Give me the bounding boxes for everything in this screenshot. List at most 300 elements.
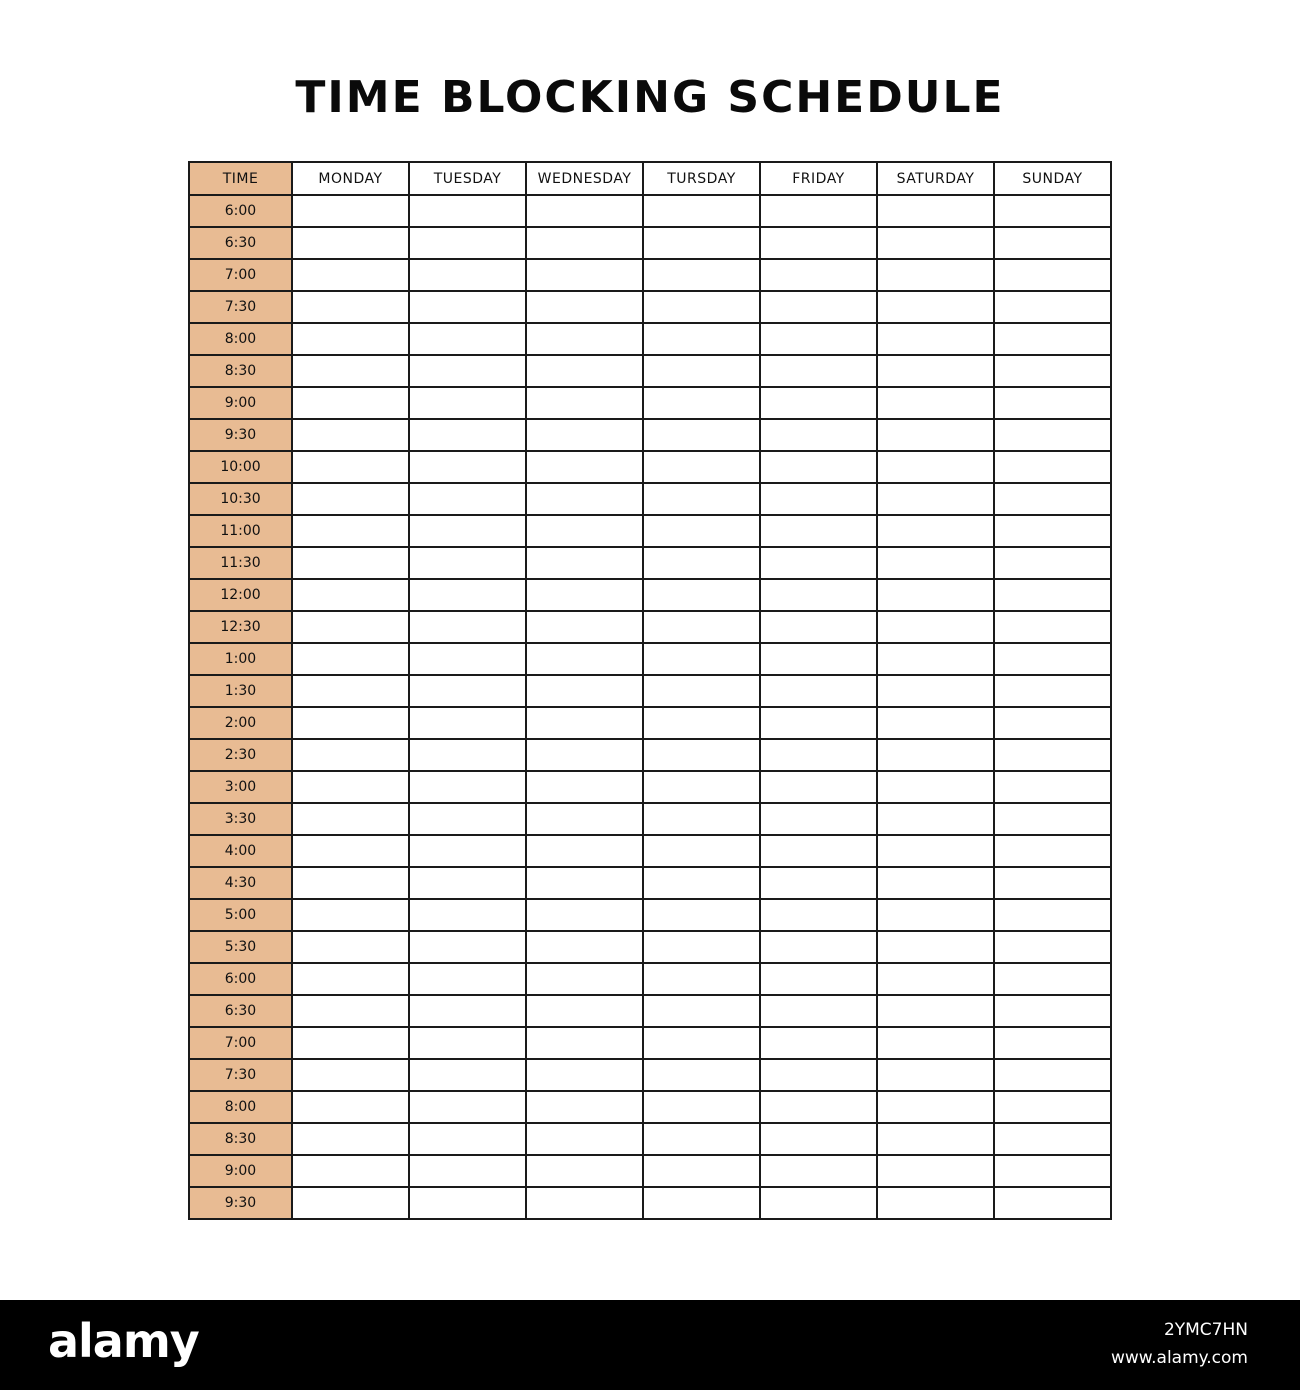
slot-friday[interactable] bbox=[760, 355, 877, 387]
site-url: www.alamy.com bbox=[1110, 1348, 1248, 1368]
slot-friday[interactable] bbox=[760, 451, 877, 483]
time-label: 10:00 bbox=[189, 451, 292, 483]
day-header-wednesday: WEDNESDAY bbox=[526, 162, 643, 195]
slot-monday[interactable] bbox=[292, 771, 409, 803]
slot-wednesday[interactable] bbox=[526, 387, 643, 419]
slot-saturday[interactable] bbox=[877, 291, 994, 323]
slot-friday[interactable] bbox=[760, 1059, 877, 1091]
table-row bbox=[189, 643, 1111, 675]
slot-friday[interactable] bbox=[760, 1187, 877, 1219]
slot-tuesday[interactable] bbox=[409, 995, 526, 1027]
slot-wednesday[interactable] bbox=[526, 611, 643, 643]
schedule-body bbox=[189, 195, 1111, 1219]
slot-tuesday[interactable] bbox=[409, 291, 526, 323]
slot-friday[interactable] bbox=[760, 1091, 877, 1123]
slot-tuesday[interactable] bbox=[409, 355, 526, 387]
slot-wednesday[interactable] bbox=[526, 643, 643, 675]
table-row bbox=[189, 931, 1111, 963]
slot-thursday[interactable] bbox=[643, 1059, 760, 1091]
slot-saturday[interactable] bbox=[877, 707, 994, 739]
time-label: 9:30 bbox=[189, 419, 292, 451]
slot-saturday[interactable] bbox=[877, 675, 994, 707]
slot-tuesday[interactable] bbox=[409, 835, 526, 867]
slot-sunday[interactable] bbox=[994, 579, 1111, 611]
slot-sunday[interactable] bbox=[994, 931, 1111, 963]
slot-monday[interactable] bbox=[292, 227, 409, 259]
slot-monday[interactable] bbox=[292, 899, 409, 931]
slot-monday[interactable] bbox=[292, 995, 409, 1027]
slot-saturday[interactable] bbox=[877, 835, 994, 867]
slot-wednesday[interactable] bbox=[526, 1155, 643, 1187]
slot-thursday[interactable] bbox=[643, 579, 760, 611]
slot-wednesday[interactable] bbox=[526, 899, 643, 931]
slot-sunday[interactable] bbox=[994, 1123, 1111, 1155]
slot-tuesday[interactable] bbox=[409, 227, 526, 259]
slot-saturday[interactable] bbox=[877, 451, 994, 483]
slot-wednesday[interactable] bbox=[526, 739, 643, 771]
table-row bbox=[189, 963, 1111, 995]
slot-saturday[interactable] bbox=[877, 195, 994, 227]
slot-monday[interactable] bbox=[292, 963, 409, 995]
table-row bbox=[189, 291, 1111, 323]
time-label: 3:00 bbox=[189, 771, 292, 803]
day-header-sunday: SUNDAY bbox=[994, 162, 1111, 195]
slot-wednesday[interactable] bbox=[526, 547, 643, 579]
table-row bbox=[189, 1027, 1111, 1059]
slot-wednesday[interactable] bbox=[526, 451, 643, 483]
slot-monday[interactable] bbox=[292, 739, 409, 771]
table-row bbox=[189, 1091, 1111, 1123]
slot-tuesday[interactable] bbox=[409, 419, 526, 451]
slot-wednesday[interactable] bbox=[526, 995, 643, 1027]
slot-monday[interactable] bbox=[292, 1123, 409, 1155]
slot-thursday[interactable] bbox=[643, 771, 760, 803]
slot-tuesday[interactable] bbox=[409, 1059, 526, 1091]
slot-saturday[interactable] bbox=[877, 611, 994, 643]
time-label: 8:00 bbox=[189, 1091, 292, 1123]
slot-thursday[interactable] bbox=[643, 227, 760, 259]
table-row bbox=[189, 387, 1111, 419]
slot-friday[interactable] bbox=[760, 259, 877, 291]
slot-tuesday[interactable] bbox=[409, 707, 526, 739]
table-row bbox=[189, 1155, 1111, 1187]
slot-friday[interactable] bbox=[760, 419, 877, 451]
slot-monday[interactable] bbox=[292, 259, 409, 291]
slot-wednesday[interactable] bbox=[526, 963, 643, 995]
slot-sunday[interactable] bbox=[994, 387, 1111, 419]
table-row bbox=[189, 419, 1111, 451]
page-title: TIME BLOCKING SCHEDULE bbox=[295, 72, 1005, 123]
time-label: 4:30 bbox=[189, 867, 292, 899]
slot-tuesday[interactable] bbox=[409, 195, 526, 227]
slot-wednesday[interactable] bbox=[526, 1187, 643, 1219]
table-row bbox=[189, 771, 1111, 803]
slot-thursday[interactable] bbox=[643, 643, 760, 675]
slot-tuesday[interactable] bbox=[409, 323, 526, 355]
slot-thursday[interactable] bbox=[643, 739, 760, 771]
slot-sunday[interactable] bbox=[994, 675, 1111, 707]
slot-thursday[interactable] bbox=[643, 515, 760, 547]
slot-monday[interactable] bbox=[292, 1187, 409, 1219]
slot-tuesday[interactable] bbox=[409, 931, 526, 963]
slot-sunday[interactable] bbox=[994, 195, 1111, 227]
slot-wednesday[interactable] bbox=[526, 707, 643, 739]
slot-wednesday[interactable] bbox=[526, 483, 643, 515]
slot-sunday[interactable] bbox=[994, 323, 1111, 355]
time-label: 12:00 bbox=[189, 579, 292, 611]
slot-monday[interactable] bbox=[292, 1091, 409, 1123]
header-row bbox=[189, 162, 1111, 195]
slot-tuesday[interactable] bbox=[409, 643, 526, 675]
slot-friday[interactable] bbox=[760, 1123, 877, 1155]
slot-saturday[interactable] bbox=[877, 867, 994, 899]
slot-saturday[interactable] bbox=[877, 547, 994, 579]
slot-friday[interactable] bbox=[760, 1027, 877, 1059]
slot-thursday[interactable] bbox=[643, 1091, 760, 1123]
slot-thursday[interactable] bbox=[643, 1187, 760, 1219]
slot-wednesday[interactable] bbox=[526, 803, 643, 835]
table-row bbox=[189, 547, 1111, 579]
slot-tuesday[interactable] bbox=[409, 515, 526, 547]
slot-friday[interactable] bbox=[760, 515, 877, 547]
slot-sunday[interactable] bbox=[994, 1059, 1111, 1091]
slot-sunday[interactable] bbox=[994, 227, 1111, 259]
slot-monday[interactable] bbox=[292, 1155, 409, 1187]
day-header-monday: MONDAY bbox=[292, 162, 409, 195]
slot-friday[interactable] bbox=[760, 227, 877, 259]
slot-monday[interactable] bbox=[292, 515, 409, 547]
slot-friday[interactable] bbox=[760, 291, 877, 323]
slot-thursday[interactable] bbox=[643, 931, 760, 963]
slot-saturday[interactable] bbox=[877, 643, 994, 675]
slot-tuesday[interactable] bbox=[409, 963, 526, 995]
slot-monday[interactable] bbox=[292, 451, 409, 483]
slot-sunday[interactable] bbox=[994, 483, 1111, 515]
time-label: 7:00 bbox=[189, 1027, 292, 1059]
slot-thursday[interactable] bbox=[643, 195, 760, 227]
slot-thursday[interactable] bbox=[643, 1155, 760, 1187]
slot-wednesday[interactable] bbox=[526, 931, 643, 963]
table-row bbox=[189, 675, 1111, 707]
slot-saturday[interactable] bbox=[877, 419, 994, 451]
slot-monday[interactable] bbox=[292, 387, 409, 419]
slot-thursday[interactable] bbox=[643, 675, 760, 707]
slot-friday[interactable] bbox=[760, 195, 877, 227]
slot-thursday[interactable] bbox=[643, 323, 760, 355]
schedule-table bbox=[188, 161, 1112, 1220]
slot-friday[interactable] bbox=[760, 675, 877, 707]
slot-friday[interactable] bbox=[760, 323, 877, 355]
slot-tuesday[interactable] bbox=[409, 1123, 526, 1155]
slot-saturday[interactable] bbox=[877, 1059, 994, 1091]
slot-wednesday[interactable] bbox=[526, 771, 643, 803]
slot-tuesday[interactable] bbox=[409, 899, 526, 931]
slot-thursday[interactable] bbox=[643, 547, 760, 579]
slot-sunday[interactable] bbox=[994, 547, 1111, 579]
time-label: 12:30 bbox=[189, 611, 292, 643]
slot-tuesday[interactable] bbox=[409, 547, 526, 579]
time-label: 3:30 bbox=[189, 803, 292, 835]
table-row bbox=[189, 1187, 1111, 1219]
slot-monday[interactable] bbox=[292, 579, 409, 611]
slot-thursday[interactable] bbox=[643, 835, 760, 867]
slot-monday[interactable] bbox=[292, 803, 409, 835]
slot-wednesday[interactable] bbox=[526, 323, 643, 355]
slot-sunday[interactable] bbox=[994, 707, 1111, 739]
slot-wednesday[interactable] bbox=[526, 867, 643, 899]
slot-saturday[interactable] bbox=[877, 995, 994, 1027]
table-row bbox=[189, 867, 1111, 899]
slot-friday[interactable] bbox=[760, 547, 877, 579]
slot-saturday[interactable] bbox=[877, 355, 994, 387]
slot-sunday[interactable] bbox=[994, 771, 1111, 803]
slot-thursday[interactable] bbox=[643, 1027, 760, 1059]
slot-friday[interactable] bbox=[760, 707, 877, 739]
slot-sunday[interactable] bbox=[994, 835, 1111, 867]
slot-sunday[interactable] bbox=[994, 867, 1111, 899]
table-row bbox=[189, 451, 1111, 483]
slot-friday[interactable] bbox=[760, 995, 877, 1027]
table-row bbox=[189, 707, 1111, 739]
slot-thursday[interactable] bbox=[643, 259, 760, 291]
table-row bbox=[189, 611, 1111, 643]
slot-tuesday[interactable] bbox=[409, 1187, 526, 1219]
slot-saturday[interactable] bbox=[877, 1091, 994, 1123]
slot-sunday[interactable] bbox=[994, 643, 1111, 675]
slot-monday[interactable] bbox=[292, 1027, 409, 1059]
slot-wednesday[interactable] bbox=[526, 195, 643, 227]
time-label: 6:00 bbox=[189, 195, 292, 227]
slot-friday[interactable] bbox=[760, 739, 877, 771]
slot-saturday[interactable] bbox=[877, 1027, 994, 1059]
table-row bbox=[189, 739, 1111, 771]
slot-sunday[interactable] bbox=[994, 803, 1111, 835]
slot-monday[interactable] bbox=[292, 323, 409, 355]
slot-friday[interactable] bbox=[760, 1155, 877, 1187]
slot-wednesday[interactable] bbox=[526, 259, 643, 291]
slot-tuesday[interactable] bbox=[409, 803, 526, 835]
slot-monday[interactable] bbox=[292, 1059, 409, 1091]
table-row bbox=[189, 227, 1111, 259]
footer-bar bbox=[0, 1300, 1300, 1390]
slot-wednesday[interactable] bbox=[526, 1027, 643, 1059]
slot-friday[interactable] bbox=[760, 483, 877, 515]
time-label: 8:30 bbox=[189, 355, 292, 387]
table-row bbox=[189, 195, 1111, 227]
time-label: 7:00 bbox=[189, 259, 292, 291]
slot-friday[interactable] bbox=[760, 931, 877, 963]
slot-friday[interactable] bbox=[760, 899, 877, 931]
slot-monday[interactable] bbox=[292, 355, 409, 387]
image-id: 2YMC7HN bbox=[1163, 1320, 1248, 1340]
slot-sunday[interactable] bbox=[994, 611, 1111, 643]
time-label: 5:30 bbox=[189, 931, 292, 963]
slot-friday[interactable] bbox=[760, 643, 877, 675]
day-header-friday: FRIDAY bbox=[760, 162, 877, 195]
slot-sunday[interactable] bbox=[994, 291, 1111, 323]
slot-thursday[interactable] bbox=[643, 483, 760, 515]
slot-thursday[interactable] bbox=[643, 899, 760, 931]
slot-sunday[interactable] bbox=[994, 1155, 1111, 1187]
slot-saturday[interactable] bbox=[877, 803, 994, 835]
slot-thursday[interactable] bbox=[643, 803, 760, 835]
slot-tuesday[interactable] bbox=[409, 675, 526, 707]
slot-wednesday[interactable] bbox=[526, 1091, 643, 1123]
slot-tuesday[interactable] bbox=[409, 867, 526, 899]
time-label: 1:30 bbox=[189, 675, 292, 707]
day-header-tuesday: TUESDAY bbox=[409, 162, 526, 195]
slot-tuesday[interactable] bbox=[409, 771, 526, 803]
table-row bbox=[189, 579, 1111, 611]
time-label: 2:00 bbox=[189, 707, 292, 739]
time-label: 6:30 bbox=[189, 227, 292, 259]
slot-sunday[interactable] bbox=[994, 1091, 1111, 1123]
day-header-thursday: TURSDAY bbox=[643, 162, 760, 195]
slot-saturday[interactable] bbox=[877, 483, 994, 515]
slot-wednesday[interactable] bbox=[526, 1123, 643, 1155]
slot-friday[interactable] bbox=[760, 803, 877, 835]
slot-friday[interactable] bbox=[760, 867, 877, 899]
slot-sunday[interactable] bbox=[994, 1027, 1111, 1059]
slot-friday[interactable] bbox=[760, 579, 877, 611]
slot-wednesday[interactable] bbox=[526, 675, 643, 707]
table-row bbox=[189, 1123, 1111, 1155]
slot-monday[interactable] bbox=[292, 931, 409, 963]
slot-saturday[interactable] bbox=[877, 1187, 994, 1219]
slot-tuesday[interactable] bbox=[409, 387, 526, 419]
slot-friday[interactable] bbox=[760, 963, 877, 995]
slot-monday[interactable] bbox=[292, 643, 409, 675]
slot-monday[interactable] bbox=[292, 675, 409, 707]
slot-saturday[interactable] bbox=[877, 899, 994, 931]
slot-tuesday[interactable] bbox=[409, 611, 526, 643]
slot-thursday[interactable] bbox=[643, 291, 760, 323]
slot-wednesday[interactable] bbox=[526, 291, 643, 323]
table-row bbox=[189, 995, 1111, 1027]
table-row bbox=[189, 515, 1111, 547]
slot-sunday[interactable] bbox=[994, 899, 1111, 931]
slot-thursday[interactable] bbox=[643, 387, 760, 419]
slot-sunday[interactable] bbox=[994, 739, 1111, 771]
slot-saturday[interactable] bbox=[877, 579, 994, 611]
slot-thursday[interactable] bbox=[643, 611, 760, 643]
slot-saturday[interactable] bbox=[877, 931, 994, 963]
slot-tuesday[interactable] bbox=[409, 579, 526, 611]
time-column-header: TIME bbox=[189, 162, 292, 195]
slot-wednesday[interactable] bbox=[526, 835, 643, 867]
slot-monday[interactable] bbox=[292, 291, 409, 323]
slot-sunday[interactable] bbox=[994, 355, 1111, 387]
slot-sunday[interactable] bbox=[994, 1187, 1111, 1219]
slot-saturday[interactable] bbox=[877, 515, 994, 547]
slot-tuesday[interactable] bbox=[409, 739, 526, 771]
slot-thursday[interactable] bbox=[643, 707, 760, 739]
slot-thursday[interactable] bbox=[643, 995, 760, 1027]
slot-monday[interactable] bbox=[292, 611, 409, 643]
slot-thursday[interactable] bbox=[643, 355, 760, 387]
slot-saturday[interactable] bbox=[877, 1155, 994, 1187]
slot-saturday[interactable] bbox=[877, 323, 994, 355]
table-row bbox=[189, 803, 1111, 835]
slot-wednesday[interactable] bbox=[526, 579, 643, 611]
slot-friday[interactable] bbox=[760, 771, 877, 803]
brand-logo: alamy bbox=[48, 1314, 199, 1368]
slot-sunday[interactable] bbox=[994, 451, 1111, 483]
time-label: 6:00 bbox=[189, 963, 292, 995]
time-label: 5:00 bbox=[189, 899, 292, 931]
table-row bbox=[189, 355, 1111, 387]
slot-saturday[interactable] bbox=[877, 963, 994, 995]
time-label: 11:30 bbox=[189, 547, 292, 579]
slot-wednesday[interactable] bbox=[526, 419, 643, 451]
time-label: 9:00 bbox=[189, 1155, 292, 1187]
slot-sunday[interactable] bbox=[994, 419, 1111, 451]
slot-thursday[interactable] bbox=[643, 419, 760, 451]
slot-monday[interactable] bbox=[292, 419, 409, 451]
slot-wednesday[interactable] bbox=[526, 515, 643, 547]
time-label: 7:30 bbox=[189, 291, 292, 323]
time-label: 8:30 bbox=[189, 1123, 292, 1155]
slot-wednesday[interactable] bbox=[526, 227, 643, 259]
slot-thursday[interactable] bbox=[643, 1123, 760, 1155]
slot-friday[interactable] bbox=[760, 611, 877, 643]
slot-monday[interactable] bbox=[292, 867, 409, 899]
slot-tuesday[interactable] bbox=[409, 483, 526, 515]
slot-saturday[interactable] bbox=[877, 387, 994, 419]
time-label: 6:30 bbox=[189, 995, 292, 1027]
slot-wednesday[interactable] bbox=[526, 1059, 643, 1091]
time-label: 9:30 bbox=[189, 1187, 292, 1219]
table-row bbox=[189, 1059, 1111, 1091]
table-row bbox=[189, 259, 1111, 291]
time-label: 10:30 bbox=[189, 483, 292, 515]
slot-sunday[interactable] bbox=[994, 963, 1111, 995]
slot-tuesday[interactable] bbox=[409, 451, 526, 483]
slot-tuesday[interactable] bbox=[409, 1027, 526, 1059]
slot-saturday[interactable] bbox=[877, 227, 994, 259]
slot-wednesday[interactable] bbox=[526, 355, 643, 387]
slot-monday[interactable] bbox=[292, 835, 409, 867]
slot-tuesday[interactable] bbox=[409, 1155, 526, 1187]
slot-thursday[interactable] bbox=[643, 451, 760, 483]
slot-tuesday[interactable] bbox=[409, 1091, 526, 1123]
table-row bbox=[189, 483, 1111, 515]
slot-monday[interactable] bbox=[292, 707, 409, 739]
slot-sunday[interactable] bbox=[994, 259, 1111, 291]
time-label: 8:00 bbox=[189, 323, 292, 355]
time-label: 2:30 bbox=[189, 739, 292, 771]
slot-sunday[interactable] bbox=[994, 515, 1111, 547]
time-label: 4:00 bbox=[189, 835, 292, 867]
time-label: 7:30 bbox=[189, 1059, 292, 1091]
slot-friday[interactable] bbox=[760, 387, 877, 419]
slot-sunday[interactable] bbox=[994, 995, 1111, 1027]
slot-saturday[interactable] bbox=[877, 739, 994, 771]
slot-thursday[interactable] bbox=[643, 867, 760, 899]
table-row bbox=[189, 323, 1111, 355]
slot-saturday[interactable] bbox=[877, 771, 994, 803]
slot-monday[interactable] bbox=[292, 483, 409, 515]
slot-thursday[interactable] bbox=[643, 963, 760, 995]
slot-saturday[interactable] bbox=[877, 1123, 994, 1155]
slot-saturday[interactable] bbox=[877, 259, 994, 291]
slot-tuesday[interactable] bbox=[409, 259, 526, 291]
slot-friday[interactable] bbox=[760, 835, 877, 867]
day-header-saturday: SATURDAY bbox=[877, 162, 994, 195]
slot-monday[interactable] bbox=[292, 547, 409, 579]
slot-monday[interactable] bbox=[292, 195, 409, 227]
time-label: 9:00 bbox=[189, 387, 292, 419]
